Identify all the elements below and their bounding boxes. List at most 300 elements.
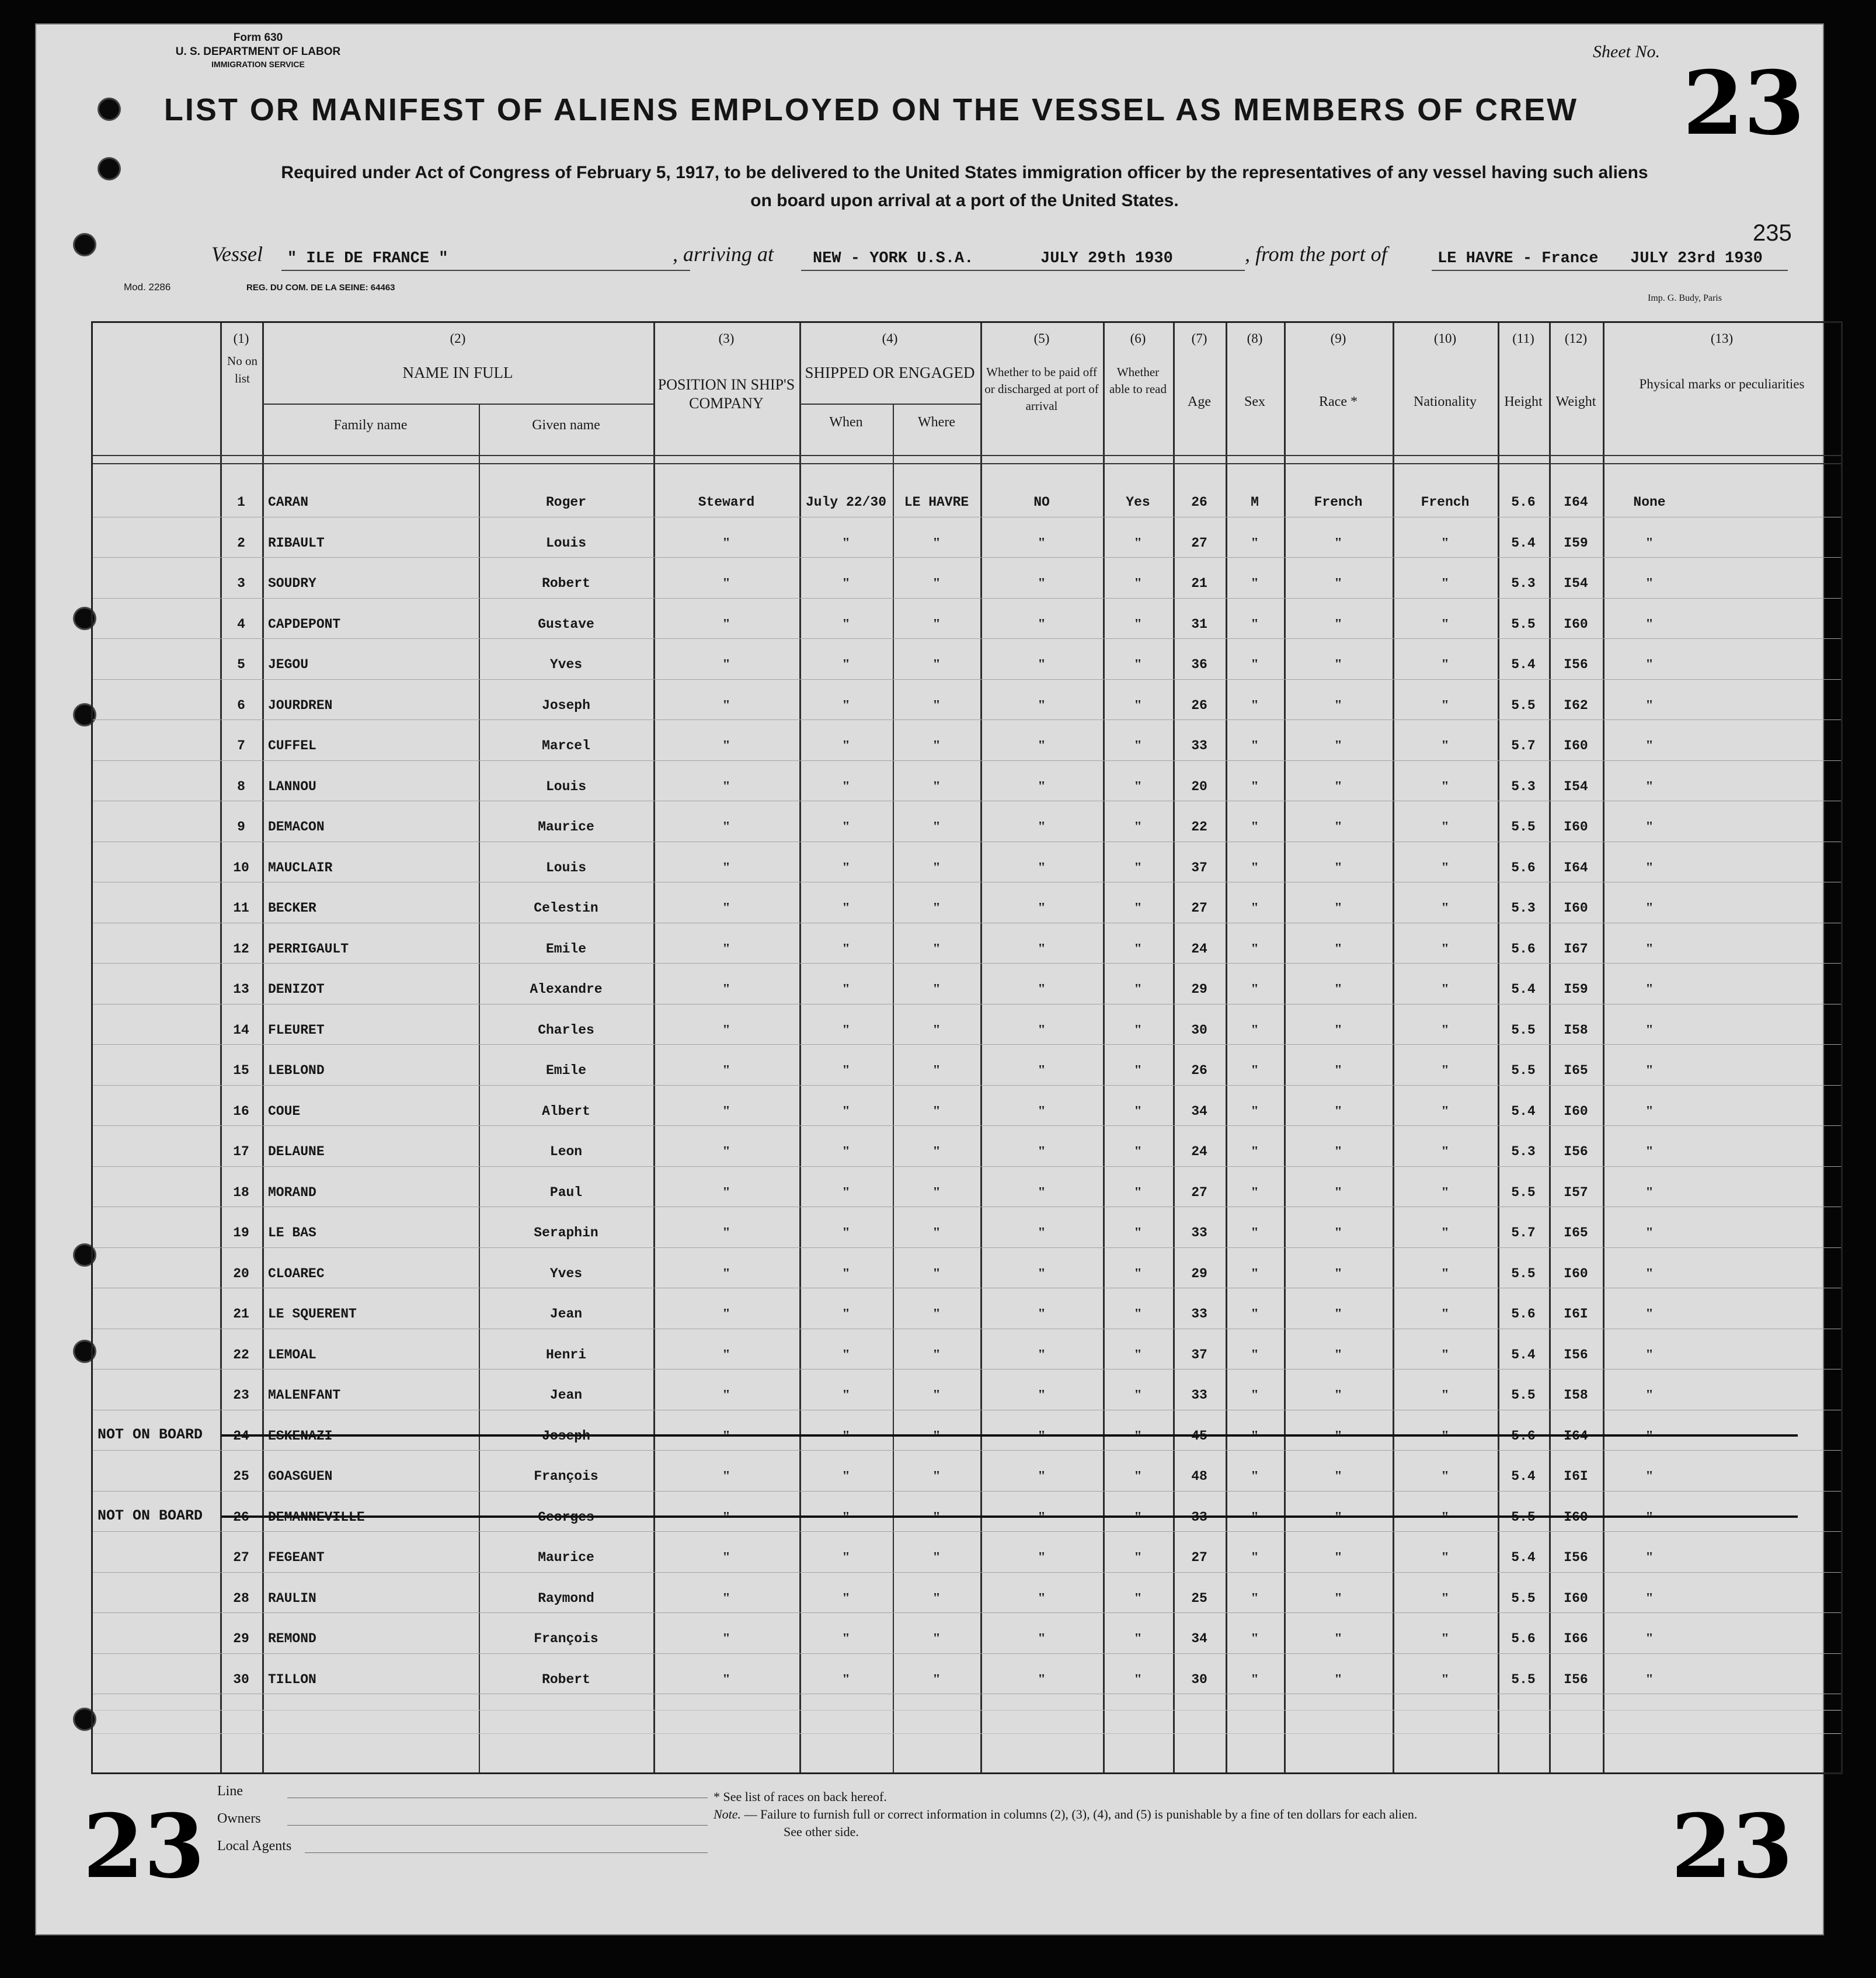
- cell-no: 11: [233, 901, 249, 916]
- cell-position: ": [722, 1347, 730, 1362]
- cell-paid: ": [1038, 657, 1046, 672]
- cell-position: ": [722, 1184, 730, 1200]
- cell-height: 5.4: [1511, 1347, 1536, 1362]
- cell-sex: ": [1251, 1631, 1259, 1646]
- cell-sex: ": [1251, 1184, 1259, 1200]
- col-num: (6): [1130, 331, 1146, 346]
- cell-age: 20: [1191, 778, 1207, 794]
- cell-read: ": [1134, 1306, 1142, 1322]
- service: IMMIGRATION SERVICE: [211, 60, 305, 69]
- cell-no: 7: [237, 738, 245, 753]
- cell-when: ": [842, 1631, 850, 1646]
- cell-where: ": [932, 697, 941, 713]
- cell-age: 26: [1191, 495, 1207, 510]
- cell-weight: I54: [1564, 778, 1588, 794]
- cell-position: ": [722, 1550, 730, 1565]
- cell-height: 5.4: [1511, 982, 1536, 997]
- cell-height: 5.5: [1511, 1388, 1536, 1403]
- arrival-date: JULY 29th 1930: [1040, 250, 1173, 267]
- cell-sex: ": [1251, 941, 1259, 957]
- cell-weight: I65: [1564, 1063, 1588, 1078]
- cell-read: ": [1134, 1590, 1142, 1606]
- cell-where: ": [932, 1631, 941, 1646]
- cell-marks: ": [1645, 616, 1654, 632]
- cell-position: Steward: [698, 495, 755, 510]
- cell-marks: ": [1645, 1509, 1654, 1525]
- cell-given: Celestin: [534, 901, 598, 916]
- col-num: (12): [1564, 331, 1588, 346]
- cell-sex: ": [1251, 1022, 1259, 1038]
- cell-age: 24: [1191, 941, 1207, 957]
- cell-age: 26: [1191, 697, 1207, 713]
- cell-age: 27: [1191, 535, 1207, 551]
- cell-read: ": [1134, 657, 1142, 672]
- cell-height: 5.4: [1511, 1550, 1536, 1565]
- cell-family: FEGEANT: [268, 1550, 325, 1565]
- cell-read: ": [1134, 1509, 1142, 1525]
- cell-when: ": [842, 1266, 850, 1281]
- cell-sex: ": [1251, 1671, 1259, 1687]
- cell-given: Georges: [538, 1509, 594, 1525]
- cell-age: 45: [1191, 1428, 1207, 1444]
- header-sex: Sex: [1244, 394, 1265, 409]
- cell-height: 5.3: [1511, 901, 1536, 916]
- cell-paid: ": [1038, 738, 1046, 753]
- cell-marks: ": [1645, 1022, 1654, 1038]
- cell-family: DENIZOT: [268, 982, 325, 997]
- cell-paid: ": [1038, 576, 1046, 591]
- cell-height: 5.6: [1511, 495, 1536, 510]
- cell-marks: ": [1645, 1388, 1654, 1403]
- cell-weight: I56: [1564, 1347, 1588, 1362]
- cell-position: ": [722, 1063, 730, 1078]
- col-num: (7): [1191, 331, 1207, 346]
- cell-family: GOASGUEN: [268, 1469, 333, 1484]
- cell-age: 27: [1191, 901, 1207, 916]
- cell-sex: ": [1251, 1509, 1259, 1525]
- cell-weight: I56: [1564, 1144, 1588, 1159]
- cell-given: Yves: [549, 657, 583, 672]
- cell-weight: I65: [1564, 1225, 1588, 1240]
- cell-nationality: ": [1441, 1022, 1449, 1038]
- cell-where: ": [932, 1103, 941, 1119]
- cell-family: MALENFANT: [268, 1388, 341, 1403]
- cell-given: Joseph: [542, 697, 590, 713]
- cell-nationality: French: [1421, 495, 1470, 510]
- cell-sex: ": [1251, 1306, 1259, 1322]
- cell-where: ": [932, 576, 941, 591]
- cell-sex: ": [1251, 738, 1259, 753]
- cell-marks: ": [1645, 576, 1654, 591]
- cell-paid: ": [1038, 1225, 1046, 1240]
- cell-position: ": [722, 1103, 730, 1119]
- sheet-number-top: 23: [1683, 52, 1805, 155]
- cell-nationality: ": [1441, 1388, 1449, 1403]
- cell-where: ": [932, 535, 941, 551]
- cell-weight: I54: [1564, 576, 1588, 591]
- cell-given: Louis: [545, 535, 586, 551]
- cell-no: 5: [237, 657, 245, 672]
- cell-age: 33: [1191, 1225, 1207, 1240]
- cell-weight: I60: [1564, 1103, 1588, 1119]
- cell-read: ": [1134, 1022, 1142, 1038]
- cell-when: ": [842, 1469, 850, 1484]
- cell-age: 31: [1191, 616, 1207, 632]
- cell-no: 26: [233, 1509, 249, 1525]
- cell-weight: I66: [1564, 1631, 1588, 1646]
- cell-race: ": [1334, 1184, 1342, 1200]
- cell-height: 5.6: [1511, 941, 1536, 957]
- cell-nationality: ": [1441, 1347, 1449, 1362]
- cell-paid: ": [1038, 1469, 1046, 1484]
- cell-read: ": [1134, 901, 1142, 916]
- cell-family: LE BAS: [268, 1225, 316, 1240]
- cell-no: 21: [233, 1306, 249, 1322]
- cell-position: ": [722, 1469, 730, 1484]
- sheet-number-bottom-left: 23: [83, 1795, 205, 1898]
- cell-family: ESKENAZI: [268, 1428, 333, 1444]
- cell-when: ": [842, 941, 850, 957]
- cell-given: Seraphin: [534, 1225, 598, 1240]
- cell-race: ": [1334, 1103, 1342, 1119]
- cell-read: ": [1134, 1225, 1142, 1240]
- cell-position: ": [722, 1022, 730, 1038]
- cell-position: ": [722, 819, 730, 835]
- cell-given: Paul: [549, 1184, 583, 1200]
- cell-given: Louis: [545, 860, 586, 875]
- crew-table: [91, 321, 1843, 1774]
- cell-weight: I60: [1564, 1266, 1588, 1281]
- cell-sex: ": [1251, 576, 1259, 591]
- cell-race: ": [1334, 1631, 1342, 1646]
- cell-race: ": [1334, 1469, 1342, 1484]
- cell-position: ": [722, 657, 730, 672]
- cell-read: ": [1134, 616, 1142, 632]
- cell-paid: ": [1038, 941, 1046, 957]
- cell-read: ": [1134, 1388, 1142, 1403]
- cell-family: BECKER: [268, 901, 316, 916]
- cell-age: 30: [1191, 1022, 1207, 1038]
- cell-nationality: ": [1441, 1266, 1449, 1281]
- footer-owners-label: Owners: [217, 1811, 261, 1826]
- cell-weight: I60: [1564, 1509, 1588, 1525]
- cell-weight: I60: [1564, 819, 1588, 835]
- cell-where: ": [932, 616, 941, 632]
- cell-position: ": [722, 1306, 730, 1322]
- cell-marks: ": [1645, 1469, 1654, 1484]
- cell-race: ": [1334, 778, 1342, 794]
- cell-position: ": [722, 778, 730, 794]
- cell-sex: ": [1251, 657, 1259, 672]
- cell-height: 5.4: [1511, 657, 1536, 672]
- form-number: Form 630: [233, 32, 283, 44]
- cell-no: 8: [237, 778, 245, 794]
- cell-position: ": [722, 901, 730, 916]
- cell-race: ": [1334, 1063, 1342, 1078]
- cell-when: ": [842, 1306, 850, 1322]
- cell-position: ": [722, 1388, 730, 1403]
- cell-no: 22: [233, 1347, 249, 1362]
- cell-age: 24: [1191, 1144, 1207, 1159]
- cell-given: Emile: [545, 1063, 586, 1078]
- cell-nationality: ": [1441, 1671, 1449, 1687]
- cell-nationality: ": [1441, 535, 1449, 551]
- cell-race: ": [1334, 1306, 1342, 1322]
- cell-age: 21: [1191, 576, 1207, 591]
- cell-marks: ": [1645, 901, 1654, 916]
- cell-sex: ": [1251, 1590, 1259, 1606]
- cell-when: ": [842, 778, 850, 794]
- cell-height: 5.5: [1511, 697, 1536, 713]
- cell-nationality: ": [1441, 697, 1449, 713]
- cell-position: ": [722, 982, 730, 997]
- cell-nationality: ": [1441, 941, 1449, 957]
- cell-position: ": [722, 535, 730, 551]
- cell-age: 33: [1191, 1509, 1207, 1525]
- cell-weight: I67: [1564, 941, 1588, 957]
- cell-age: 30: [1191, 1671, 1207, 1687]
- cell-age: 33: [1191, 1306, 1207, 1322]
- col-num: (9): [1330, 331, 1346, 346]
- cell-position: ": [722, 697, 730, 713]
- cell-race: ": [1334, 819, 1342, 835]
- cell-marks: ": [1645, 1590, 1654, 1606]
- header-weight: Weight: [1555, 394, 1596, 409]
- cell-where: ": [932, 1388, 941, 1403]
- cell-race: ": [1334, 1347, 1342, 1362]
- cell-height: 5.5: [1511, 1266, 1536, 1281]
- cell-no: 20: [233, 1266, 249, 1281]
- cell-sex: ": [1251, 1063, 1259, 1078]
- cell-nationality: ": [1441, 982, 1449, 997]
- cell-paid: ": [1038, 778, 1046, 794]
- cell-weight: I58: [1564, 1388, 1588, 1403]
- cell-sex: ": [1251, 1225, 1259, 1240]
- cell-paid: ": [1038, 1266, 1046, 1281]
- cell-where: ": [932, 1469, 941, 1484]
- cell-family: DEMANNEVILLE: [268, 1509, 365, 1525]
- cell-where: ": [932, 1063, 941, 1078]
- col-num: (8): [1247, 331, 1263, 346]
- cell-when: ": [842, 1550, 850, 1565]
- cell-weight: I6I: [1564, 1306, 1588, 1322]
- not-on-board-note: NOT ON BOARD: [98, 1507, 203, 1524]
- cell-given: Robert: [542, 576, 590, 591]
- cell-height: 5.6: [1511, 860, 1536, 875]
- cell-weight: I58: [1564, 1022, 1588, 1038]
- cell-marks: ": [1645, 1184, 1654, 1200]
- cell-family: FLEURET: [268, 1022, 325, 1038]
- cell-read: ": [1134, 1631, 1142, 1646]
- cell-nationality: ": [1441, 1306, 1449, 1322]
- cell-given: Emile: [545, 941, 586, 957]
- cell-marks: ": [1645, 819, 1654, 835]
- cell-age: 29: [1191, 982, 1207, 997]
- cell-paid: ": [1038, 1063, 1046, 1078]
- cell-weight: I62: [1564, 697, 1588, 713]
- cell-race: ": [1334, 616, 1342, 632]
- cell-where: ": [932, 1671, 941, 1687]
- cell-marks: ": [1645, 657, 1654, 672]
- cell-nationality: ": [1441, 1590, 1449, 1606]
- cell-when: ": [842, 576, 850, 591]
- cell-given: Jean: [549, 1306, 583, 1322]
- cell-weight: I64: [1564, 860, 1588, 875]
- from-label: , from the port of: [1245, 242, 1387, 266]
- cell-where: ": [932, 1550, 941, 1565]
- cell-paid: ": [1038, 1428, 1046, 1444]
- cell-marks: ": [1645, 778, 1654, 794]
- cell-when: ": [842, 1388, 850, 1403]
- cell-where: ": [932, 819, 941, 835]
- cell-no: 10: [233, 860, 249, 875]
- cell-nationality: ": [1441, 1428, 1449, 1444]
- cell-age: 25: [1191, 1590, 1207, 1606]
- cell-given: Charles: [538, 1022, 594, 1038]
- cell-where: ": [932, 778, 941, 794]
- col-num: (1): [233, 331, 249, 346]
- cell-sex: ": [1251, 1469, 1259, 1484]
- cell-age: 34: [1191, 1631, 1207, 1646]
- cell-read: ": [1134, 1550, 1142, 1565]
- sheet-label: Sheet No.: [1593, 42, 1660, 61]
- cell-paid: ": [1038, 1184, 1046, 1200]
- cell-where: ": [932, 1225, 941, 1240]
- cell-nationality: ": [1441, 1144, 1449, 1159]
- cell-nationality: ": [1441, 1550, 1449, 1565]
- footer-races-note: * See list of races on back hereof.: [713, 1789, 887, 1804]
- cell-race: ": [1334, 1590, 1342, 1606]
- cell-where: ": [932, 901, 941, 916]
- cell-marks: ": [1645, 982, 1654, 997]
- cell-height: 5.3: [1511, 778, 1536, 794]
- footer-agents-label: Local Agents: [217, 1838, 292, 1854]
- cell-family: LEBLOND: [268, 1063, 325, 1078]
- cell-paid: ": [1038, 1144, 1046, 1159]
- cell-given: Robert: [542, 1671, 590, 1687]
- cell-age: 29: [1191, 1266, 1207, 1281]
- header-when: When: [829, 415, 863, 430]
- cell-given: Maurice: [538, 819, 594, 835]
- cell-paid: ": [1038, 1022, 1046, 1038]
- cell-family: RAULIN: [268, 1590, 316, 1606]
- cell-position: ": [722, 1671, 730, 1687]
- cell-age: 36: [1191, 657, 1207, 672]
- cell-paid: ": [1038, 1103, 1046, 1119]
- cell-nationality: ": [1441, 901, 1449, 916]
- cell-family: MAUCLAIR: [268, 860, 333, 875]
- cell-height: 5.4: [1511, 1103, 1536, 1119]
- cell-when: ": [842, 616, 850, 632]
- cell-where: ": [932, 1590, 941, 1606]
- cell-when: ": [842, 535, 850, 551]
- cell-when: ": [842, 738, 850, 753]
- cell-read: ": [1134, 1428, 1142, 1444]
- cell-paid: ": [1038, 1550, 1046, 1565]
- cell-weight: I60: [1564, 1590, 1588, 1606]
- cell-age: 33: [1191, 1388, 1207, 1403]
- cell-when: ": [842, 1144, 850, 1159]
- cell-when: ": [842, 1225, 850, 1240]
- cell-family: CAPDEPONT: [268, 616, 341, 632]
- cell-family: JEGOU: [268, 657, 309, 672]
- cell-where: ": [932, 1266, 941, 1281]
- cell-read: ": [1134, 1671, 1142, 1687]
- departure-date: JULY 23rd 1930: [1630, 250, 1763, 267]
- cell-position: ": [722, 576, 730, 591]
- cell-race: ": [1334, 1428, 1342, 1444]
- cell-when: ": [842, 1671, 850, 1687]
- cell-race: ": [1334, 576, 1342, 591]
- cell-paid: ": [1038, 1306, 1046, 1322]
- cell-family: SOUDRY: [268, 576, 316, 591]
- col-num: (3): [718, 331, 735, 346]
- cell-nationality: ": [1441, 738, 1449, 753]
- cell-marks: ": [1645, 1428, 1654, 1444]
- cell-when: ": [842, 1428, 850, 1444]
- cell-when: ": [842, 982, 850, 997]
- col-num: (4): [882, 331, 898, 346]
- cell-where: ": [932, 1184, 941, 1200]
- cell-family: TILLON: [268, 1671, 316, 1687]
- cell-where: ": [932, 657, 941, 672]
- cell-paid: ": [1038, 1631, 1046, 1646]
- cell-race: ": [1334, 657, 1342, 672]
- cell-when: ": [842, 1590, 850, 1606]
- cell-no: 30: [233, 1671, 249, 1687]
- cell-given: Marcel: [542, 738, 590, 753]
- cell-height: 5.5: [1511, 819, 1536, 835]
- cell-nationality: ": [1441, 1631, 1449, 1646]
- cell-height: 5.4: [1511, 535, 1536, 551]
- cell-when: ": [842, 697, 850, 713]
- cell-nationality: ": [1441, 1063, 1449, 1078]
- registry: REG. DU COM. DE LA SEINE: 64463: [246, 283, 395, 293]
- cell-age: 33: [1191, 738, 1207, 753]
- cell-no: 1: [237, 495, 245, 510]
- footer-note-label: Note.: [713, 1807, 742, 1821]
- cell-no: 25: [233, 1469, 249, 1484]
- cell-family: DELAUNE: [268, 1144, 325, 1159]
- not-on-board-note: NOT ON BOARD: [98, 1426, 203, 1443]
- cell-marks: ": [1645, 535, 1654, 551]
- cell-read: ": [1134, 1103, 1142, 1119]
- cell-height: 5.5: [1511, 1590, 1536, 1606]
- cell-no: 24: [233, 1428, 249, 1444]
- department: U. S. DEPARTMENT OF LABOR: [175, 46, 341, 58]
- cell-no: 14: [233, 1022, 249, 1038]
- cell-no: 2: [237, 535, 245, 551]
- cell-position: ": [722, 738, 730, 753]
- cell-read: ": [1134, 819, 1142, 835]
- cell-marks: ": [1645, 1063, 1654, 1078]
- cell-sex: ": [1251, 1103, 1259, 1119]
- cell-position: ": [722, 1590, 730, 1606]
- cell-nationality: ": [1441, 1184, 1449, 1200]
- cell-read: ": [1134, 982, 1142, 997]
- cell-sex: ": [1251, 982, 1259, 997]
- cell-where: ": [932, 1509, 941, 1525]
- cell-given: Roger: [545, 495, 586, 510]
- cell-paid: ": [1038, 616, 1046, 632]
- cell-when: ": [842, 657, 850, 672]
- cell-marks: ": [1645, 1144, 1654, 1159]
- cell-family: LANNOU: [268, 778, 316, 794]
- cell-race: ": [1334, 1671, 1342, 1687]
- cell-paid: ": [1038, 1671, 1046, 1687]
- cell-marks: ": [1645, 1671, 1654, 1687]
- cell-no: 4: [237, 616, 245, 632]
